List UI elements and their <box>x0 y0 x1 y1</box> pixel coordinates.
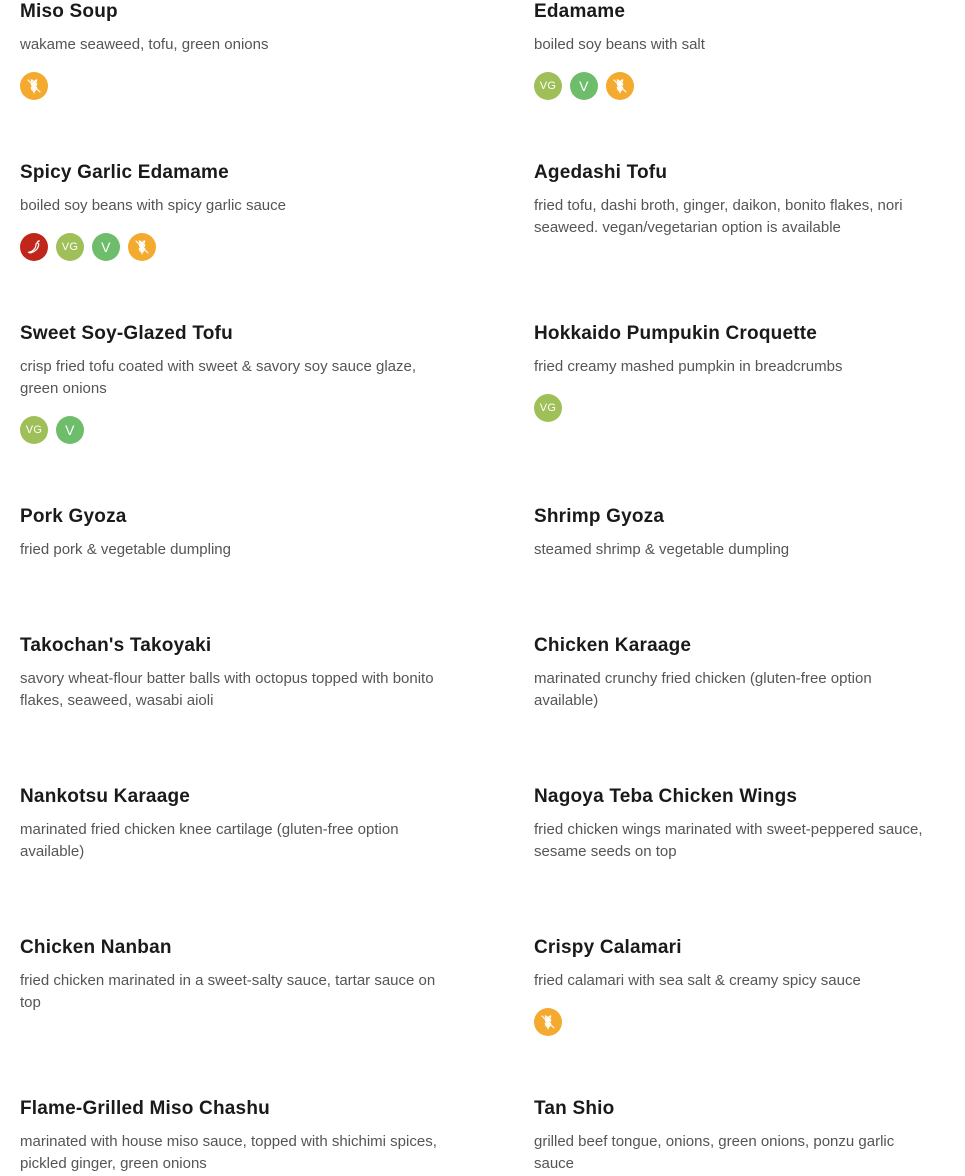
menu-item <box>20 785 445 863</box>
item-name: Hokkaido Pumpukin Croquette <box>534 323 818 344</box>
vegan-icon: VG <box>534 394 562 422</box>
diet-badges <box>20 72 445 100</box>
diet-badges <box>534 72 934 100</box>
menu-item <box>534 936 934 1036</box>
menu-item <box>20 1097 445 1175</box>
gluten-free-icon <box>606 72 634 100</box>
diet-badges <box>534 1008 934 1036</box>
item-name: Tan Shio <box>534 1098 615 1119</box>
item-description: fried chicken marinated in a sweet-salty sauce, tartar sauce on top <box>20 972 436 1011</box>
item-name: Agedashi Tofu <box>534 162 668 183</box>
item-name: Sweet Soy-Glazed Tofu <box>20 323 233 344</box>
item-description: wakame seaweed, tofu, green onions <box>20 36 269 53</box>
gluten-free-icon <box>534 1008 562 1036</box>
item-name: Pork Gyoza <box>20 506 127 527</box>
menu-item <box>534 161 934 239</box>
menu-item <box>534 634 934 712</box>
item-name: Nankotsu Karaage <box>20 786 191 807</box>
diet-badges <box>20 233 445 261</box>
menu-item <box>20 936 445 1014</box>
menu-item <box>20 0 445 100</box>
item-description: marinated fried chicken knee cartilage (gluten-free option available) <box>20 821 399 860</box>
item-description: crisp fried tofu coated with sweet & savory soy sauce glaze, green onions <box>20 358 417 397</box>
menu-item <box>20 161 445 261</box>
item-name: Chicken Nanban <box>20 937 172 958</box>
gluten-free-icon <box>128 233 156 261</box>
chili-pepper-icon <box>20 233 48 261</box>
item-description: savory wheat-flour batter balls with octopus topped with bonito flakes, seaweed, wasabi aioli <box>20 670 434 709</box>
item-description: steamed shrimp & vegetable dumpling <box>534 541 790 558</box>
menu-item <box>20 322 445 444</box>
vegan-icon: VG <box>20 416 48 444</box>
menu-item <box>534 1097 934 1175</box>
menu-item <box>534 505 934 561</box>
gluten-free-icon <box>20 72 48 100</box>
item-description: boiled soy beans with spicy garlic sauce <box>20 197 286 214</box>
item-name: Nagoya Teba Chicken Wings <box>534 786 798 807</box>
vegan-icon: VG <box>534 72 562 100</box>
menu-item <box>534 0 934 100</box>
item-description: grilled beef tongue, onions, green onions, ponzu garlic sauce <box>534 1133 895 1172</box>
vegetarian-icon: V <box>92 233 120 261</box>
item-name: Shrimp Gyoza <box>534 506 665 527</box>
diet-badges <box>20 416 445 444</box>
vegetarian-icon: V <box>570 72 598 100</box>
item-description: fried pork & vegetable dumpling <box>20 541 231 558</box>
diet-badges <box>534 394 934 422</box>
vegetarian-icon: V <box>56 416 84 444</box>
item-name: Flame-Grilled Miso Chashu <box>20 1098 270 1119</box>
item-name: Edamame <box>534 1 626 22</box>
item-name: Takochan's Takoyaki <box>20 635 212 656</box>
item-name: Miso Soup <box>20 1 118 22</box>
item-description: boiled soy beans with salt <box>534 36 705 53</box>
vegan-icon: VG <box>56 233 84 261</box>
item-name: Chicken Karaage <box>534 635 692 656</box>
item-name: Spicy Garlic Edamame <box>20 162 229 183</box>
menu-item <box>534 785 934 863</box>
menu-item <box>20 505 445 561</box>
item-description: fried calamari with sea salt & creamy spicy sauce <box>534 972 861 989</box>
menu-item <box>534 322 934 422</box>
menu-item <box>20 634 445 712</box>
item-description: fried tofu, dashi broth, ginger, daikon, bonito flakes, nori seaweed. vegan/vegetarian option is available <box>534 197 903 236</box>
item-description: fried creamy mashed pumpkin in breadcrumbs <box>534 358 843 375</box>
item-description: marinated with house miso sauce, topped with shichimi spices, pickled ginger, green onions <box>20 1133 437 1172</box>
item-description: marinated crunchy fried chicken (gluten-free option available) <box>534 670 872 709</box>
item-name: Crispy Calamari <box>534 937 682 958</box>
item-description: fried chicken wings marinated with sweet-peppered sauce, sesame seeds on top <box>534 821 923 860</box>
